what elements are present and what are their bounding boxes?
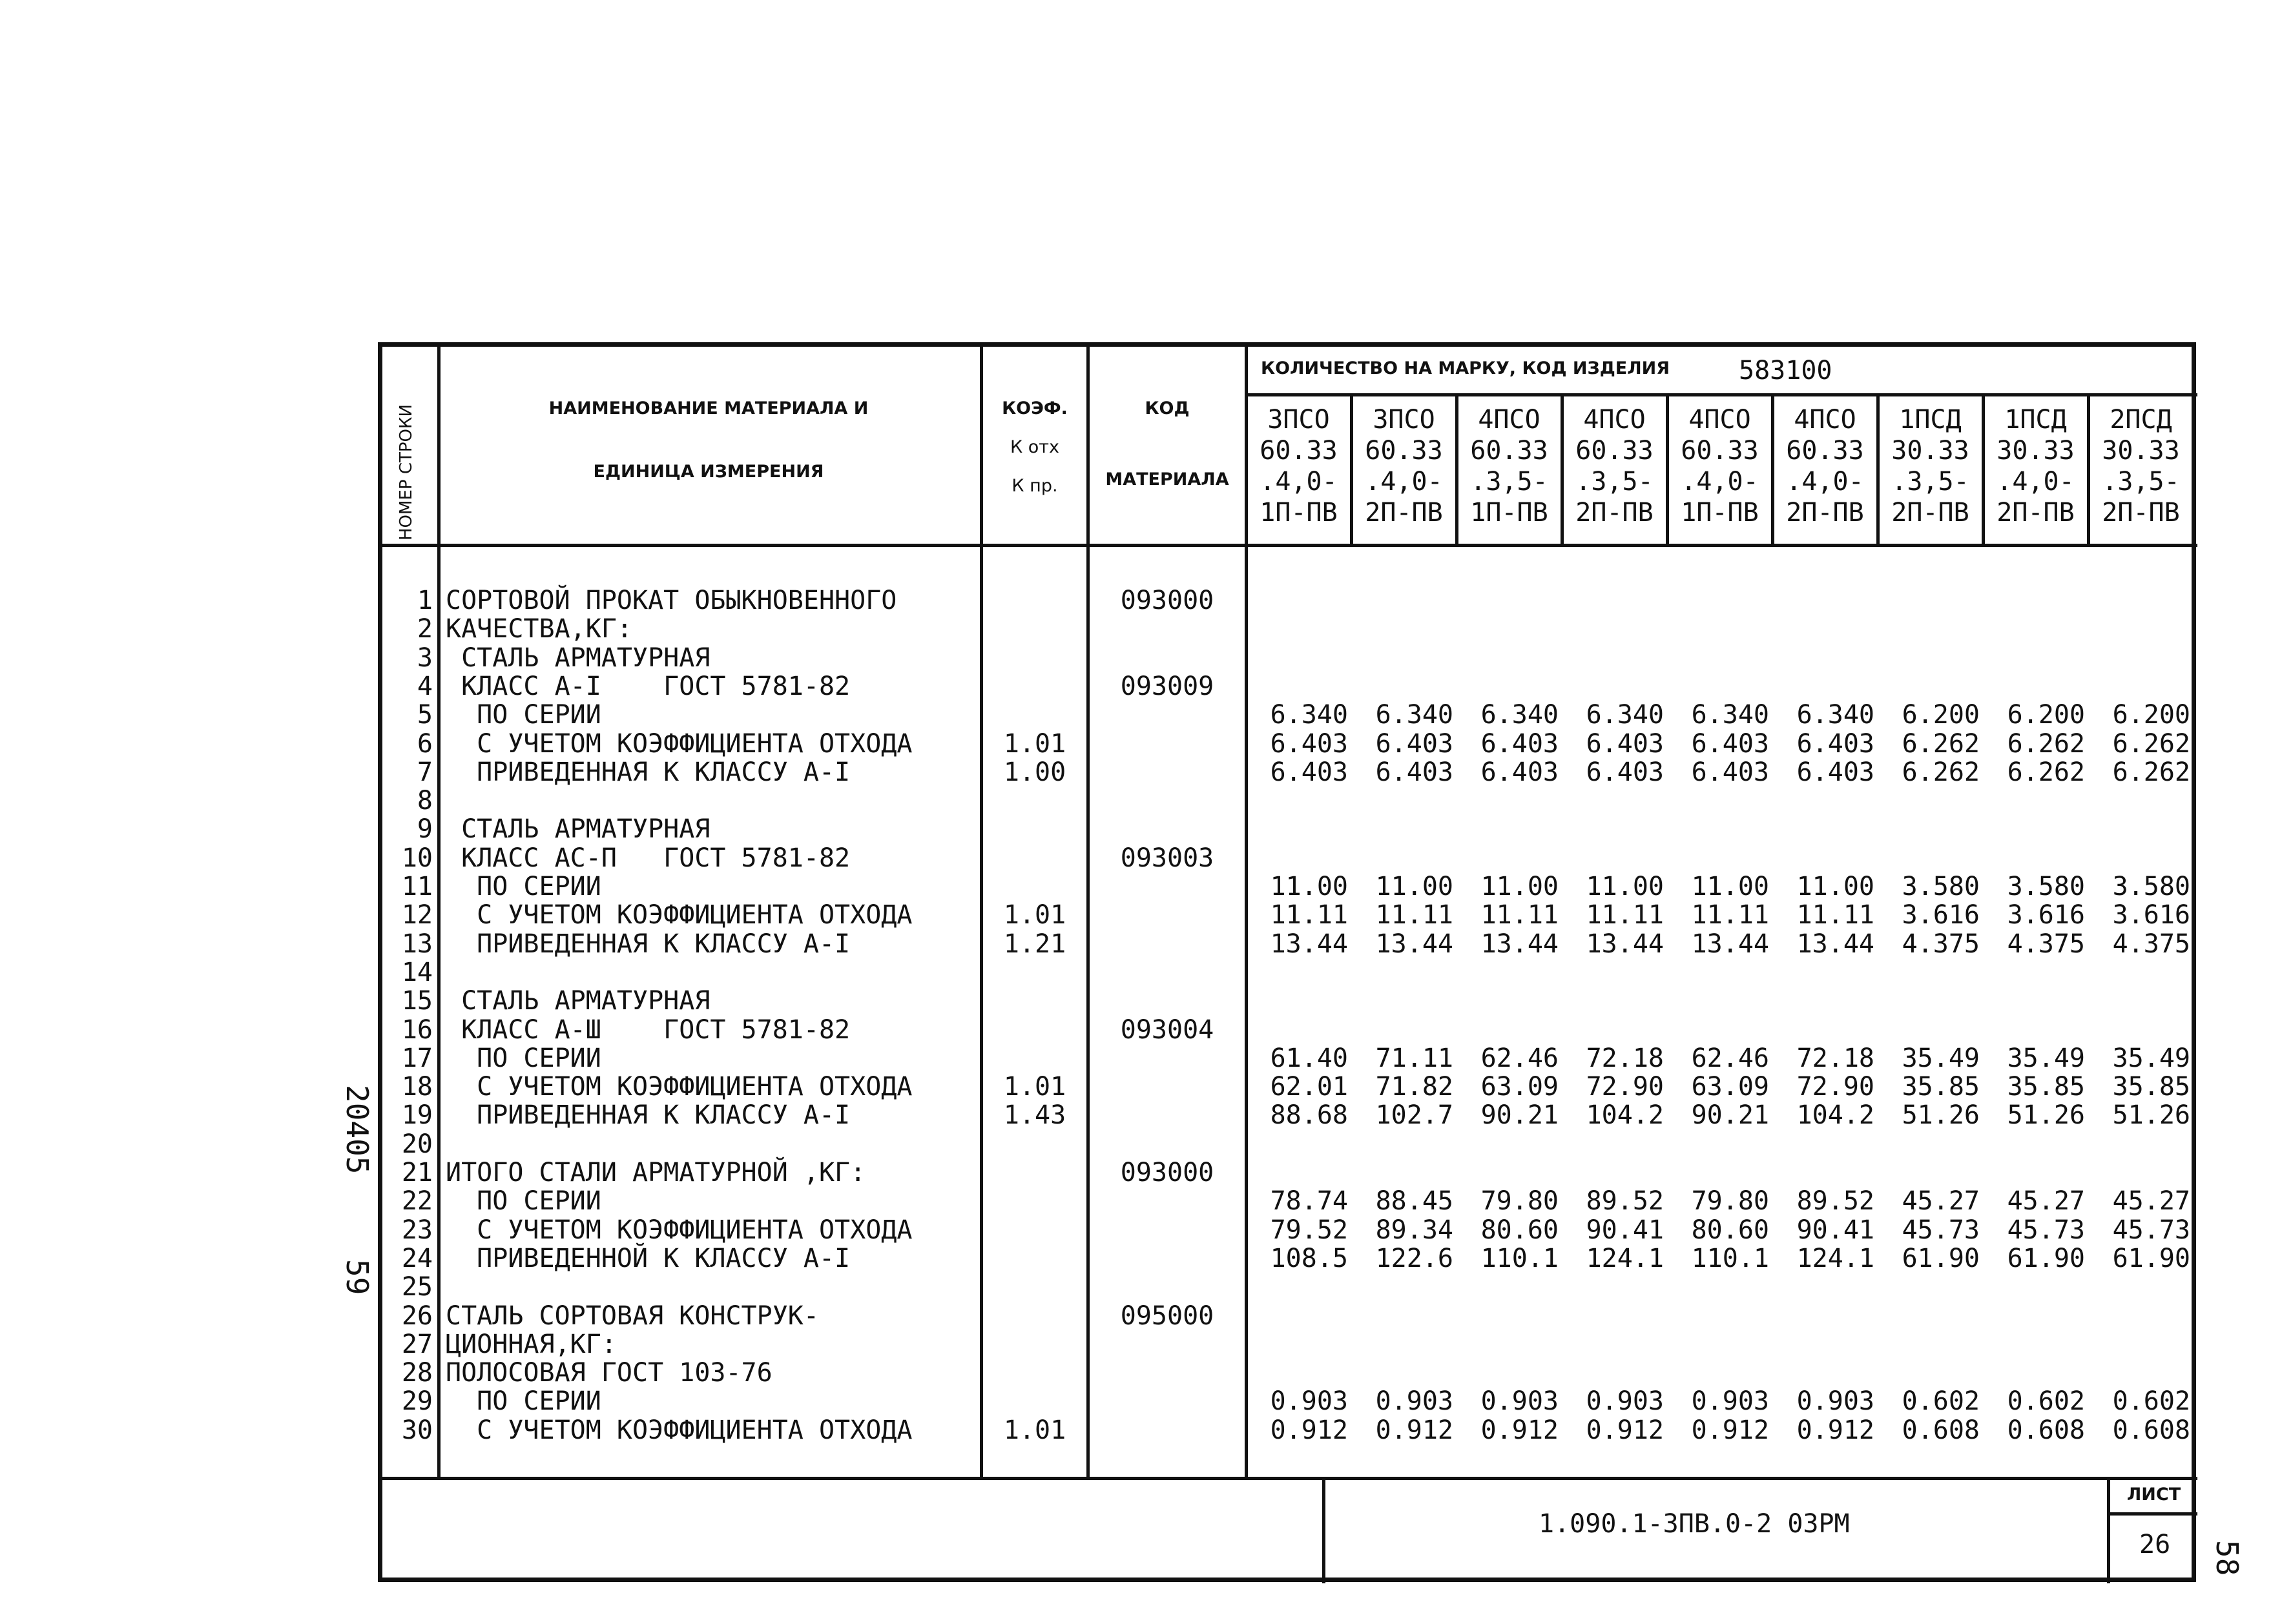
table-row: [382, 729, 2192, 757]
product-column-header: 60.33: [1681, 436, 1759, 466]
quantity-value: 51.26: [2112, 1100, 2190, 1131]
quantity-value: 35.49: [2007, 1043, 2085, 1073]
quantity-value: 0.903: [1691, 1386, 1769, 1417]
product-column-header: 60.33: [1786, 436, 1864, 466]
quantity-value: 6.200: [2007, 700, 2085, 730]
quantity-value: 72.90: [1586, 1072, 1664, 1102]
quantity-value: 3.616: [1902, 900, 1980, 930]
quantity-value: 124.1: [1796, 1243, 1874, 1273]
quantity-value: 110.1: [1480, 1243, 1559, 1273]
quantity-value: 63.09: [1480, 1072, 1559, 1102]
quantity-value: 72.90: [1796, 1072, 1874, 1102]
quantity-value: 89.34: [1375, 1215, 1453, 1245]
quantity-value: 62.46: [1691, 1043, 1769, 1073]
quantity-value: 0.912: [1375, 1415, 1453, 1445]
product-column-header: 1П-ПВ: [1260, 498, 1338, 528]
quantity-value: 11.00: [1480, 872, 1559, 901]
quantity-value: 13.44: [1375, 929, 1453, 959]
product-column-header: 4ПСО: [1583, 405, 1646, 435]
table-row: [382, 986, 2192, 1014]
row-number: 18: [401, 1072, 433, 1102]
quantity-value: 63.09: [1691, 1072, 1769, 1102]
quantity-value: 124.1: [1586, 1243, 1664, 1273]
quantity-value: 62.01: [1270, 1072, 1348, 1102]
product-col-divider: [1771, 393, 1774, 544]
quantity-value: 78.74: [1270, 1186, 1348, 1217]
table-row: [382, 1215, 2192, 1244]
quantity-value: 71.11: [1375, 1043, 1453, 1073]
product-column-header: .3,5-: [1575, 467, 1654, 497]
quantity-value: 89.52: [1586, 1186, 1664, 1217]
quantity-value: 6.340: [1270, 700, 1348, 730]
product-column-header: 3ПСО: [1267, 405, 1330, 435]
material-code: 093000: [1120, 1158, 1214, 1187]
table-row: [382, 1072, 2192, 1100]
product-column-header: 4ПСО: [1794, 405, 1856, 435]
quantity-value: 72.18: [1796, 1043, 1874, 1073]
row-number: 13: [401, 929, 433, 959]
quantity-value: 6.403: [1691, 757, 1769, 787]
product-col-divider: [1666, 393, 1669, 544]
quantity-value: 6.403: [1480, 757, 1559, 787]
table-frame: [378, 342, 2196, 1582]
product-column-header: .3,5-: [1891, 467, 1969, 497]
table-row: [382, 672, 2192, 700]
product-column-header: 60.33: [1470, 436, 1548, 466]
quantity-value: 6.200: [1902, 700, 1980, 730]
row-number: 7: [417, 757, 433, 787]
quantity-value: 4.375: [1902, 929, 1980, 959]
product-column-header: .4,0-: [1997, 467, 2075, 497]
table-row: [382, 1186, 2192, 1215]
material-name: С УЧЕТОМ КОЭФФИЦИЕНТА ОТХОДА: [446, 728, 913, 759]
row-number-header: НОМЕР СТРОКИ: [397, 404, 416, 540]
product-column-header: 30.33: [1891, 436, 1969, 466]
quantity-value: 0.912: [1691, 1415, 1769, 1445]
row-number: 23: [401, 1215, 433, 1245]
quantity-value: 89.52: [1796, 1186, 1874, 1217]
quantity-value: 35.49: [2112, 1043, 2190, 1073]
quantity-value: 0.912: [1796, 1415, 1874, 1445]
code-header-line2: МАТЕРИАЛА: [1105, 469, 1229, 489]
material-name: ПРИВЕДЕННАЯ К КЛАССУ А-I: [446, 929, 851, 959]
quantity-value: 0.608: [2007, 1415, 2085, 1445]
quantity-value: 79.80: [1691, 1186, 1769, 1217]
quantity-value: 35.85: [1902, 1072, 1980, 1102]
quantity-value: 0.912: [1586, 1415, 1664, 1445]
quantity-value: 11.00: [1375, 872, 1453, 901]
material-name: СТАЛЬ АРМАТУРНАЯ: [446, 642, 711, 673]
product-column-header: 3ПСО: [1373, 405, 1435, 435]
quantity-value: 72.18: [1586, 1043, 1664, 1073]
coef-header-line3: К пр.: [1011, 476, 1058, 496]
table-row: [382, 843, 2192, 872]
quantity-value: 11.00: [1691, 872, 1769, 901]
quantity-value: 13.44: [1270, 929, 1348, 959]
product-column-header: 4ПСО: [1688, 405, 1751, 435]
product-column-header: 2П-ПВ: [1891, 498, 1969, 528]
table-row: [382, 1158, 2192, 1186]
product-column-header: 30.33: [1997, 436, 2075, 466]
quantity-value: 6.403: [1270, 728, 1348, 759]
product-column-header: 2П-ПВ: [1997, 498, 2075, 528]
quantity-value: 6.200: [2112, 700, 2190, 730]
quantity-value: 35.49: [1902, 1043, 1980, 1073]
quantity-value: 122.6: [1375, 1243, 1453, 1273]
row-number: 24: [401, 1243, 433, 1273]
product-column-header: 60.33: [1575, 436, 1654, 466]
quantity-value: 3.580: [2007, 872, 2085, 901]
material-name: КЛАСС А-Ш ГОСТ 5781-82: [446, 1014, 851, 1045]
product-column-header: .4,0-: [1365, 467, 1443, 497]
row-number: 2: [417, 614, 433, 644]
quantity-value: 11.11: [1796, 900, 1874, 930]
quantity-value: 108.5: [1270, 1243, 1348, 1273]
quantity-value: 80.60: [1691, 1215, 1769, 1245]
quantity-value: 35.85: [2112, 1072, 2190, 1102]
product-column-header: .3,5-: [2102, 467, 2180, 497]
table-row: [382, 586, 2192, 614]
quantity-value: 6.403: [1375, 728, 1453, 759]
product-column-header: 2П-ПВ: [2102, 498, 2180, 528]
document-code: 1.090.1-3ПВ.0-2 03РМ: [1539, 1509, 1850, 1539]
sheet-label: ЛИСТ: [2126, 1485, 2181, 1505]
quantity-value: 79.80: [1480, 1186, 1559, 1217]
quantity-value: 6.340: [1586, 700, 1664, 730]
quantity-value: 11.11: [1270, 900, 1348, 930]
quantity-value: 6.403: [1796, 728, 1874, 759]
row-number: 1: [417, 586, 433, 615]
quantity-value: 61.40: [1270, 1043, 1348, 1073]
row-number: 22: [401, 1186, 433, 1217]
quantity-value: 6.262: [2007, 757, 2085, 787]
material-code: 093004: [1120, 1014, 1214, 1045]
row-number: 9: [417, 814, 433, 845]
quantity-title: КОЛИЧЕСТВО НА МАРКУ, КОД ИЗДЕЛИЯ: [1261, 358, 1670, 378]
quantity-value: 11.00: [1270, 872, 1348, 901]
quantity-value: 11.11: [1691, 900, 1769, 930]
material-name: ПО СЕРИИ: [446, 1043, 601, 1073]
quantity-value: 11.00: [1796, 872, 1874, 901]
table-body: [382, 347, 2192, 1578]
row-number: 27: [401, 1329, 433, 1359]
name-header-line1: НАИМЕНОВАНИЕ МАТЕРИАЛА И: [548, 398, 869, 418]
row-number: 12: [401, 900, 433, 930]
table-row: [382, 872, 2192, 900]
material-name: С УЧЕТОМ КОЭФФИЦИЕНТА ОТХОДА: [446, 1415, 913, 1445]
table-row: [382, 1043, 2192, 1072]
quantity-value: 88.45: [1375, 1186, 1453, 1217]
material-name: ПО СЕРИИ: [446, 700, 601, 730]
row-number: 14: [401, 957, 433, 987]
quantity-value: 0.602: [1902, 1386, 1980, 1417]
product-column-header: .4,0-: [1786, 467, 1864, 497]
quantity-value: 90.41: [1796, 1215, 1874, 1245]
quantity-value: 88.68: [1270, 1100, 1348, 1131]
coefficient: 1.01: [1003, 728, 1066, 759]
material-name: КЛАСС А-I ГОСТ 5781-82: [446, 671, 851, 701]
product-col-divider: [1455, 393, 1458, 544]
quantity-value: 104.2: [1796, 1100, 1874, 1131]
quantity-value: 61.90: [2112, 1243, 2190, 1273]
row-number: 6: [417, 728, 433, 759]
coefficient: 1.01: [1003, 1072, 1066, 1102]
margin-number-2: 59: [340, 1259, 375, 1295]
coefficient: 1.01: [1003, 900, 1066, 930]
quantity-value: 110.1: [1691, 1243, 1769, 1273]
product-column-header: 1ПСД: [2004, 405, 2067, 435]
product-column-header: .3,5-: [1470, 467, 1548, 497]
quantity-value: 4.375: [2112, 929, 2190, 959]
material-name: ПРИВЕДЕННАЯ К КЛАССУ А-I: [446, 1100, 851, 1131]
quantity-value: 62.46: [1480, 1043, 1559, 1073]
product-col-divider: [1561, 393, 1564, 544]
material-name: ПОЛОСОВАЯ ГОСТ 103-76: [446, 1358, 773, 1388]
material-code: 095000: [1120, 1300, 1214, 1331]
quantity-value: 0.903: [1480, 1386, 1559, 1417]
table-row: [382, 1015, 2192, 1043]
table-row: [382, 1386, 2192, 1415]
quantity-value: 6.403: [1375, 757, 1453, 787]
quantity-value: 51.26: [1902, 1100, 1980, 1131]
material-name: СТАЛЬ СОРТОВАЯ КОНСТРУК-: [446, 1300, 819, 1331]
product-column-header: 1ПСД: [1899, 405, 1962, 435]
quantity-value: 6.403: [1270, 757, 1348, 787]
quantity-value: 90.41: [1586, 1215, 1664, 1245]
code-header-line1: КОД: [1145, 398, 1190, 418]
quantity-value: 6.403: [1586, 728, 1664, 759]
quantity-value: 3.616: [2007, 900, 2085, 930]
quantity-value: 90.21: [1480, 1100, 1559, 1131]
product-column-header: 60.33: [1260, 436, 1338, 466]
material-code: 093009: [1120, 671, 1214, 701]
material-name: ПО СЕРИИ: [446, 1186, 601, 1217]
table-row: [382, 1301, 2192, 1330]
quantity-value: 45.27: [2112, 1186, 2190, 1217]
quantity-value: 13.44: [1691, 929, 1769, 959]
coef-header-line1: КОЭФ.: [1002, 398, 1068, 418]
material-name: КЛАСС АС-П ГОСТ 5781-82: [446, 843, 851, 873]
quantity-value: 4.375: [2007, 929, 2085, 959]
sheet-number: 26: [2139, 1530, 2171, 1559]
quantity-value: 6.340: [1480, 700, 1559, 730]
quantity-value: 45.73: [2007, 1215, 2085, 1245]
quantity-value: 0.602: [2112, 1386, 2190, 1417]
quantity-value: 51.26: [2007, 1100, 2085, 1131]
quantity-value: 11.11: [1586, 900, 1664, 930]
material-name: ПРИВЕДЕННОЙ К КЛАССУ А-I: [446, 1243, 851, 1273]
material-name: КАЧЕСТВА,КГ:: [446, 614, 632, 644]
material-name: ИТОГО СТАЛИ АРМАТУРНОЙ ,КГ:: [446, 1158, 866, 1187]
row-number: 20: [401, 1129, 433, 1159]
table-row: [382, 1358, 2192, 1386]
product-column-header: .4,0-: [1681, 467, 1759, 497]
material-name: ЦИОННАЯ,КГ:: [446, 1329, 617, 1359]
table-row: [382, 757, 2192, 786]
quantity-value: 0.912: [1480, 1415, 1559, 1445]
quantity-value: 0.602: [2007, 1386, 2085, 1417]
material-code: 093000: [1120, 586, 1214, 615]
row-number: 10: [401, 843, 433, 873]
material-name: СТАЛЬ АРМАТУРНАЯ: [446, 814, 711, 845]
quantity-value: 0.608: [1902, 1415, 1980, 1445]
product-column-header: 2П-ПВ: [1786, 498, 1864, 528]
material-name: СОРТОВОЙ ПРОКАТ ОБЫКНОВЕННОГО: [446, 586, 897, 615]
quantity-value: 45.73: [2112, 1215, 2190, 1245]
quantity-value: 11.00: [1586, 872, 1664, 901]
quantity-value: 35.85: [2007, 1072, 2085, 1102]
margin-number-3: 58: [2210, 1540, 2245, 1576]
quantity-value: 104.2: [1586, 1100, 1664, 1131]
product-column-header: 1П-ПВ: [1470, 498, 1548, 528]
quantity-value: 0.903: [1375, 1386, 1453, 1417]
quantity-value: 6.262: [1902, 757, 1980, 787]
quantity-value: 0.608: [2112, 1415, 2190, 1445]
quantity-value: 61.90: [1902, 1243, 1980, 1273]
quantity-value: 102.7: [1375, 1100, 1453, 1131]
row-number: 11: [401, 872, 433, 901]
table-row: [382, 1415, 2192, 1444]
quantity-value: 0.903: [1796, 1386, 1874, 1417]
row-number: 8: [417, 786, 433, 816]
row-number: 19: [401, 1100, 433, 1131]
name-header-line2: ЕДИНИЦА ИЗМЕРЕНИЯ: [593, 462, 824, 482]
quantity-value: 6.262: [2112, 757, 2190, 787]
material-name: ПРИВЕДЕННАЯ К КЛАССУ А-I: [446, 757, 851, 787]
quantity-value: 71.82: [1375, 1072, 1453, 1102]
product-col-divider: [1982, 393, 1985, 544]
table-row: [382, 1100, 2192, 1129]
row-number: 29: [401, 1386, 433, 1417]
quantity-value: 0.903: [1586, 1386, 1664, 1417]
product-column-header: 30.33: [2102, 436, 2180, 466]
quantity-value: 11.11: [1480, 900, 1559, 930]
quantity-value: 3.580: [2112, 872, 2190, 901]
table-row: [382, 700, 2192, 728]
quantity-value: 6.262: [1902, 728, 1980, 759]
table-row: [382, 814, 2192, 843]
quantity-value: 13.44: [1480, 929, 1559, 959]
product-code: 583100: [1739, 356, 1832, 385]
material-name: СТАЛЬ АРМАТУРНАЯ: [446, 986, 711, 1016]
margin-number-1: 20405: [340, 1085, 375, 1175]
quantity-value: 13.44: [1586, 929, 1664, 959]
table-row: [382, 1330, 2192, 1358]
product-column-header: 60.33: [1365, 436, 1443, 466]
table-row: [382, 958, 2192, 986]
quantity-value: 6.403: [1480, 728, 1559, 759]
material-name: С УЧЕТОМ КОЭФФИЦИЕНТА ОТХОДА: [446, 1215, 913, 1245]
quantity-value: 6.403: [1586, 757, 1664, 787]
row-number: 15: [401, 986, 433, 1016]
quantity-value: 13.44: [1796, 929, 1874, 959]
table-row: [382, 1244, 2192, 1272]
quantity-value: 79.52: [1270, 1215, 1348, 1245]
product-column-header: .4,0-: [1260, 467, 1338, 497]
quantity-value: 90.21: [1691, 1100, 1769, 1131]
quantity-value: 6.340: [1796, 700, 1874, 730]
coefficient: 1.43: [1003, 1100, 1066, 1131]
material-name: С УЧЕТОМ КОЭФФИЦИЕНТА ОТХОДА: [446, 900, 913, 930]
row-number: 21: [401, 1158, 433, 1187]
quantity-value: 61.90: [2007, 1243, 2085, 1273]
quantity-value: 6.403: [1691, 728, 1769, 759]
coefficient: 1.21: [1003, 929, 1066, 959]
product-column-header: 2П-ПВ: [1575, 498, 1654, 528]
quantity-value: 6.340: [1375, 700, 1453, 730]
table-row: [382, 643, 2192, 672]
quantity-value: 6.262: [2007, 728, 2085, 759]
quantity-value: 0.912: [1270, 1415, 1348, 1445]
row-number: 16: [401, 1014, 433, 1045]
material-name: ПО СЕРИИ: [446, 872, 601, 901]
table-row: [382, 1129, 2192, 1158]
quantity-value: 11.11: [1375, 900, 1453, 930]
table-row: [382, 1272, 2192, 1300]
quantity-value: 3.580: [1902, 872, 1980, 901]
quantity-value: 3.616: [2112, 900, 2190, 930]
product-column-header: 2ПСД: [2110, 405, 2172, 435]
quantity-value: 0.903: [1270, 1386, 1348, 1417]
table-row: [382, 786, 2192, 814]
row-number: 28: [401, 1358, 433, 1388]
product-col-divider: [1876, 393, 1880, 544]
product-column-header: 4ПСО: [1478, 405, 1540, 435]
quantity-value: 6.340: [1691, 700, 1769, 730]
material-code: 093003: [1120, 843, 1214, 873]
quantity-value: 80.60: [1480, 1215, 1559, 1245]
product-column-header: 1П-ПВ: [1681, 498, 1759, 528]
row-number: 3: [417, 642, 433, 673]
row-number: 17: [401, 1043, 433, 1073]
quantity-value: 6.262: [2112, 728, 2190, 759]
product-col-divider: [1350, 393, 1353, 544]
row-number: 4: [417, 671, 433, 701]
table-row: [382, 614, 2192, 642]
coefficient: 1.00: [1003, 757, 1066, 787]
quantity-value: 6.403: [1796, 757, 1874, 787]
quantity-value: 45.27: [1902, 1186, 1980, 1217]
row-number: 30: [401, 1415, 433, 1445]
coef-header-line2: К отх: [1010, 437, 1059, 457]
coefficient: 1.01: [1003, 1415, 1066, 1445]
row-number: 5: [417, 700, 433, 730]
row-number: 26: [401, 1300, 433, 1331]
table-row: [382, 929, 2192, 958]
material-name: С УЧЕТОМ КОЭФФИЦИЕНТА ОТХОДА: [446, 1072, 913, 1102]
product-column-header: 2П-ПВ: [1365, 498, 1443, 528]
quantity-value: 45.27: [2007, 1186, 2085, 1217]
row-number: 25: [401, 1272, 433, 1302]
material-name: ПО СЕРИИ: [446, 1386, 601, 1417]
table-row: [382, 900, 2192, 929]
product-col-divider: [2087, 393, 2090, 544]
quantity-value: 45.73: [1902, 1215, 1980, 1245]
